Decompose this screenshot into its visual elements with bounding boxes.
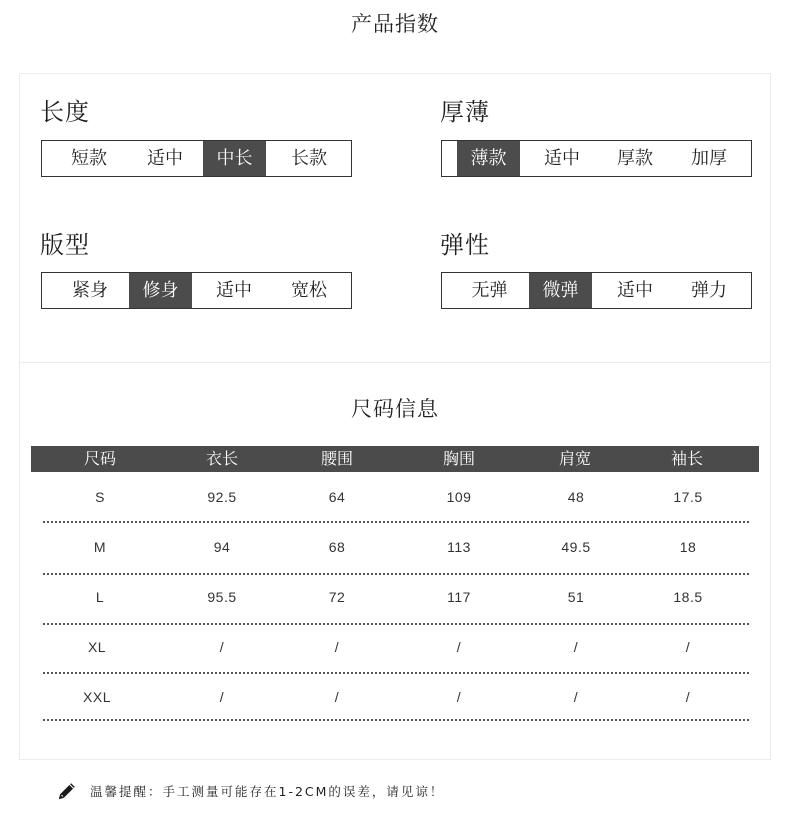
table-cell: 109: [446, 489, 472, 505]
attr-heading-elasticity: 弹性: [440, 231, 490, 259]
attr-option: 紧身: [72, 280, 108, 301]
table-cell: 64: [328, 489, 346, 505]
table-cell: 94: [213, 539, 231, 555]
table-cell: 18: [679, 539, 697, 555]
pencil-icon: [56, 780, 78, 802]
note-text: 温馨提醒：手工测量可能存在1-2CM的误差，请见谅！: [90, 784, 445, 799]
table-cell: 48: [567, 489, 585, 505]
table-cell: 117: [447, 589, 471, 605]
attr-option: 薄款: [457, 141, 520, 176]
table-cell: /: [685, 689, 691, 705]
page-title: 产品指数: [351, 12, 439, 36]
table-cell: /: [219, 689, 225, 705]
table-cell: /: [334, 689, 340, 705]
size-table-header: [31, 446, 759, 472]
attr-option: 加厚: [691, 148, 727, 169]
attr-option: 无弹: [471, 280, 508, 301]
table-cell: 51: [567, 589, 585, 605]
row-separator: [43, 672, 749, 674]
attr-scale-elasticity: [441, 272, 752, 309]
attr-heading-fit: 版型: [40, 231, 90, 259]
attr-option: 适中: [216, 280, 252, 301]
attr-option: 微弹: [529, 273, 592, 308]
table-cell: 17.5: [673, 489, 703, 505]
table-cell: /: [334, 639, 340, 655]
column-header-size: 尺码: [83, 449, 116, 468]
table-cell: M: [93, 539, 107, 555]
attr-scale-fit: [41, 272, 352, 309]
attr-option: 短款: [71, 148, 107, 169]
row-separator: [43, 573, 749, 575]
attr-option: 长款: [291, 148, 327, 169]
table-cell: XXL: [83, 689, 111, 705]
table-cell: 49.5: [561, 539, 591, 555]
attr-option: 适中: [617, 280, 653, 301]
attr-option: 中长: [203, 141, 266, 176]
table-cell: 68: [328, 539, 346, 555]
attr-heading-thickness: 厚薄: [440, 98, 490, 126]
table-cell: /: [573, 689, 579, 705]
column-header-shoulder: 肩宽: [558, 449, 591, 468]
table-cell: 92.5: [207, 489, 237, 505]
size-info-title: 尺码信息: [351, 397, 439, 421]
table-cell: S: [95, 489, 105, 505]
table-cell: 113: [447, 539, 471, 555]
row-separator: [43, 719, 749, 721]
attr-option: 适中: [544, 148, 580, 169]
table-cell: /: [573, 639, 579, 655]
table-cell: /: [685, 639, 691, 655]
attr-option: 适中: [147, 148, 183, 169]
attr-scale-thickness: [441, 140, 752, 177]
attr-option: 厚款: [617, 148, 653, 169]
table-cell: /: [219, 639, 225, 655]
column-header-waist: 腰围: [320, 449, 353, 468]
attr-heading-length: 长度: [40, 98, 90, 126]
table-cell: 95.5: [207, 589, 237, 605]
row-separator: [43, 521, 749, 523]
column-header-bust: 胸围: [442, 449, 475, 468]
table-cell: /: [456, 639, 462, 655]
table-cell: L: [95, 589, 105, 605]
table-cell: /: [456, 689, 462, 705]
measurement-note: [56, 779, 444, 803]
column-header-sleeve: 袖长: [670, 449, 703, 468]
attr-option: 宽松: [291, 280, 327, 301]
row-separator: [43, 623, 749, 625]
column-header-length: 衣长: [205, 449, 238, 468]
table-cell: 72: [328, 589, 346, 605]
panel-divider: [19, 362, 771, 363]
attr-scale-length: [41, 140, 352, 177]
attr-option: 弹力: [691, 280, 727, 301]
attr-option: 修身: [129, 273, 192, 308]
table-cell: XL: [87, 639, 107, 655]
table-cell: 18.5: [673, 589, 703, 605]
